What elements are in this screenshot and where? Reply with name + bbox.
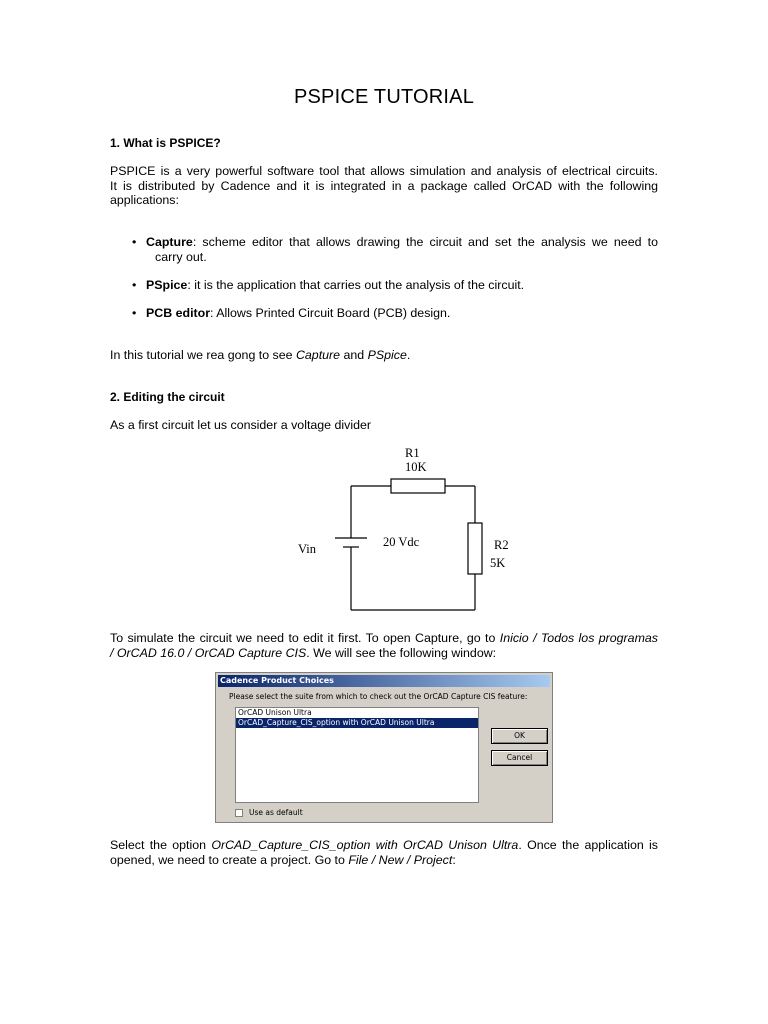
section-1-heading: 1. What is PSPICE?	[110, 136, 221, 150]
simulate-path-1: Inicio / Todos los programas	[499, 631, 658, 645]
opened-path: File / New / Project	[348, 852, 453, 867]
bullet-term: PCB editor	[146, 306, 211, 320]
select-option: OrCAD_Capture_CIS_option with OrCAD Unison Ultra	[211, 838, 519, 852]
select-paragraph	[110, 838, 658, 867]
simulate-path-2: / OrCAD 16.0 / OrCAD Capture CIS	[110, 645, 307, 660]
bullet-continuation: carry out.	[155, 249, 207, 264]
r2-value: 5K	[490, 556, 506, 570]
opened-suffix: :	[452, 852, 456, 867]
dialog-title: Cadence Product Choices	[218, 675, 550, 687]
ok-button[interactable]: OK	[491, 728, 548, 744]
resistor-r1	[391, 479, 445, 493]
cadence-product-choices-dialog	[215, 672, 553, 823]
suite-list[interactable]	[235, 707, 479, 803]
source-name: Vin	[298, 542, 316, 556]
tutorial-prefix: In this tutorial we rea gong to see	[110, 348, 296, 362]
r1-value: 10K	[405, 460, 427, 474]
bullet-icon: •	[132, 278, 137, 292]
tutorial-end: .	[406, 348, 411, 362]
bullet-term: PSpice	[146, 278, 188, 292]
tutorial-and: and	[340, 348, 368, 362]
capture-term: Capture	[295, 348, 341, 362]
cancel-button[interactable]: Cancel	[491, 750, 548, 766]
intro-line-3: applications:	[110, 193, 179, 207]
intro-line-1: PSPICE is a very powerful software tool that allows simulation and analysis of electrical circuits.	[110, 164, 658, 178]
select-prefix: Select the option	[110, 838, 212, 852]
source-value: 20 Vdc	[383, 535, 420, 549]
bullet-text: : Allows Printed Circuit Board (PCB) design.	[210, 306, 451, 320]
section-2-heading: 2. Editing the circuit	[110, 390, 225, 404]
resistor-r2	[468, 523, 482, 574]
bullet-term: Capture	[146, 235, 193, 249]
pspice-term: PSpice	[367, 348, 407, 362]
bullet-text: : it is the application that carries out the analysis of the circuit.	[187, 278, 525, 292]
simulate-paragraph	[110, 631, 658, 660]
select-suffix: . Once the application is	[518, 838, 659, 852]
list-item[interactable]: OrCAD Unison Ultra	[238, 708, 312, 717]
use-as-default-checkbox[interactable]	[235, 809, 243, 817]
opened-prefix: opened, we need to create a project. Go to	[110, 852, 349, 867]
bullet-icon: •	[132, 306, 137, 320]
use-as-default-label: Use as default	[249, 808, 303, 817]
r2-name: R2	[494, 538, 509, 552]
r1-name: R1	[405, 446, 420, 460]
simulate-suffix: . We will see the following window:	[306, 645, 497, 660]
list-item-selected[interactable]: OrCAD_Capture_CIS_option with OrCAD Unison Ultra	[236, 718, 478, 728]
simulate-prefix: To simulate the circuit we need to edit it first. To open Capture, go to	[110, 631, 500, 645]
intro-line-2: It is distributed by Cadence and it is integrated in a package called OrCAD with the following	[110, 178, 658, 193]
page-title: PSPICE TUTORIAL	[293, 86, 475, 108]
dialog-prompt: Please select the suite from which to check out the OrCAD Capture CIS feature:	[229, 692, 528, 701]
first-circuit-text: As a first circuit let us consider a voltage divider	[110, 418, 372, 432]
bullet-icon: •	[132, 235, 137, 249]
bullet-text: : scheme editor that allows drawing the circuit and set the analysis we need to	[192, 235, 658, 249]
